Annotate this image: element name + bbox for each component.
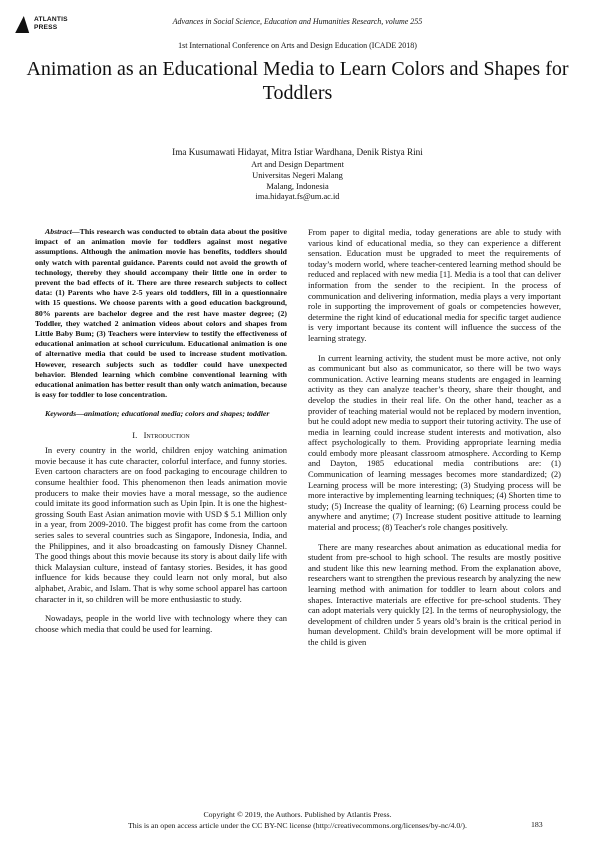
affiliation-line: Malang, Indonesia bbox=[266, 181, 329, 191]
copyright-line: Copyright © 2019, the Authors. Published by Atlantis Press. bbox=[203, 810, 392, 819]
body-paragraph: From paper to digital media, today generations are able to study with various kind of educational media, so they can experience a different sensation. Education must be upgraded to meet the requirements of today’s modern world, where teacher-centered learning method should be reduced and replaced with new media [1]. Media is a tool that can deliver information from the sender to the recipient. In the process of communication and delivering information, media plays a very important role in supporting the improvement of goals or competencies however, determine the right kind of educational media for specific target audience is very important because its content will influence the success of the learning strategy. bbox=[308, 227, 561, 343]
keywords: Keywords—animation; educational media; colors and shapes; toddler bbox=[45, 409, 270, 419]
abstract-label: Abstract— bbox=[45, 227, 80, 236]
series-running-head: Advances in Social Science, Education and Humanities Research, volume 255 bbox=[172, 17, 423, 26]
author-email: ima.hidayat.fs@um.ac.id bbox=[255, 192, 340, 202]
paper-title: Animation as an Educational Media to Learn Colors and Shapes for Toddlers bbox=[26, 58, 569, 104]
logo-text: ATLANTIS PRESS bbox=[34, 16, 68, 31]
body-paragraph: There are many researches about animation as educational media for student from pre-school to high school. The results are mostly positive and student like this new learning method. From the explanation above, researchers want to strengthen the previous research by analyzing the new learning method with animation for toddler to learn about colors and shapes. Interactive materials are effective for pre-school students. They can adopt materials very quickly [2]. In the terms of neurophysiology, the development of children under 5 years old’s brain is the critical period in human development. Child's brain development will be more optimal if the child is given bbox=[308, 541, 561, 647]
affiliation bbox=[0, 160, 595, 203]
footer bbox=[0, 809, 595, 831]
abstract-text: This research was conducted to obtain data about the positive impact of an animation movie for toddlers against most negative assumptions. Although the animation movie has benefits, toddlers should only watch with parental guidance. Parents could not avoid the growth of technology, thereby they should accompany their little one in order to prevent the bad effects of it. There are three research subjects to collect data: (1) Parents who have 2-5 years old toddlers, fill in a questionnaire with 15 questions. We choose parents with a good education background, 80% parents are bachelor degree and the rest have master degree; (2) Toddler, they watched 2 animation videos about colors and shapes from Little Baby Bum; (3) Teachers were interview to testify the effectiveness of educational animation at school curriculum. Educational animation is one of alternative media that could be used to increase student motivation. However, research subjects such as toddler could have unexpected behavior. Blended learning which combine conventional learning with educational animation has better result than only watch animation, because is easy for toddler to lose concentration. bbox=[35, 227, 287, 400]
abstract bbox=[35, 227, 287, 400]
authors: Ima Kusumawati Hidayat, Mitra Istiar Wardhana, Denik Ristya Rini bbox=[172, 147, 423, 157]
body-paragraph: In every country in the world, children enjoy watching animation movie because it has cute character, colorful interface, and funny stories. Even cartoon characters are on food packaging to encourage children to consume healthier food. This phenomenon then leads animation movie producers to make their movies have a moral message, so the audience could imitate its good information such as Upin Ipin. It is one the highest-grossing South East Asian animation movie with USD $ 5.1 Million only in a year, from 2009-2010. The biggest profit has come from the cartoon series sales to several countries such as Singapore, Indonesia, India, and the Philippines, and it also broadcasting on famously Disney Channel. The good things about this movie because its story is about daily life with thick Malaysian culture, instead of fantasy stories. Besides, it has good influence for kids because they could learn not only moral, but also alphabet, Arabic, and Islam. That is why some school apparel has cartoon character in it, so children will be more enthusiastic to study. bbox=[35, 445, 287, 604]
affiliation-line: Universitas Negeri Malang bbox=[252, 170, 343, 180]
right-column bbox=[308, 227, 561, 657]
page-number: 183 bbox=[531, 820, 543, 829]
section-heading: I. Introduction bbox=[132, 429, 190, 440]
conference-running-head: 1st International Conference on Arts and Design Education (ICADE 2018) bbox=[178, 41, 417, 50]
left-column bbox=[35, 227, 287, 643]
body-paragraph: Nowadays, people in the world live with technology where they can choose which media that could be used for learning. bbox=[35, 613, 287, 634]
body-paragraph: In current learning activity, the student must be more active, not only as communicant but also as communicator, so there will be two ways communication. Active learning means students are engaged in learning activity as they can analyze teacher’s theory, share their thought, and develop the studies in their real life. On the other hand, teacher as a provider of teaching material would not be replaced by modern invention, but he could adopt new media to support their tutoring activity. The use of media in learning could increase student interests and motivation, also affect psychologically to them. Providing appropriate learning media could embody more pleasant classroom atmosphere. According to Kemp and Dayton, 1985 educational media contributions are: (1) Communication of learning messages becomes more standardized; (2) Learning process will be more interesting; (3) Studying process will be more interactive by implementing learning techniques; (4) Shorten time to study; (5) Increase the quality of learning; (6) Learning process could be anywhere and anytime; (7) Increase student positive attitude to learning material and process; (8) Teacher's role changes positively. bbox=[308, 352, 561, 533]
affiliation-line: Art and Design Department bbox=[251, 160, 344, 169]
license-line: This is an open access article under the CC BY-NC license (http://creativecommons.org/licenses/by-nc/4.0/). bbox=[128, 821, 467, 830]
